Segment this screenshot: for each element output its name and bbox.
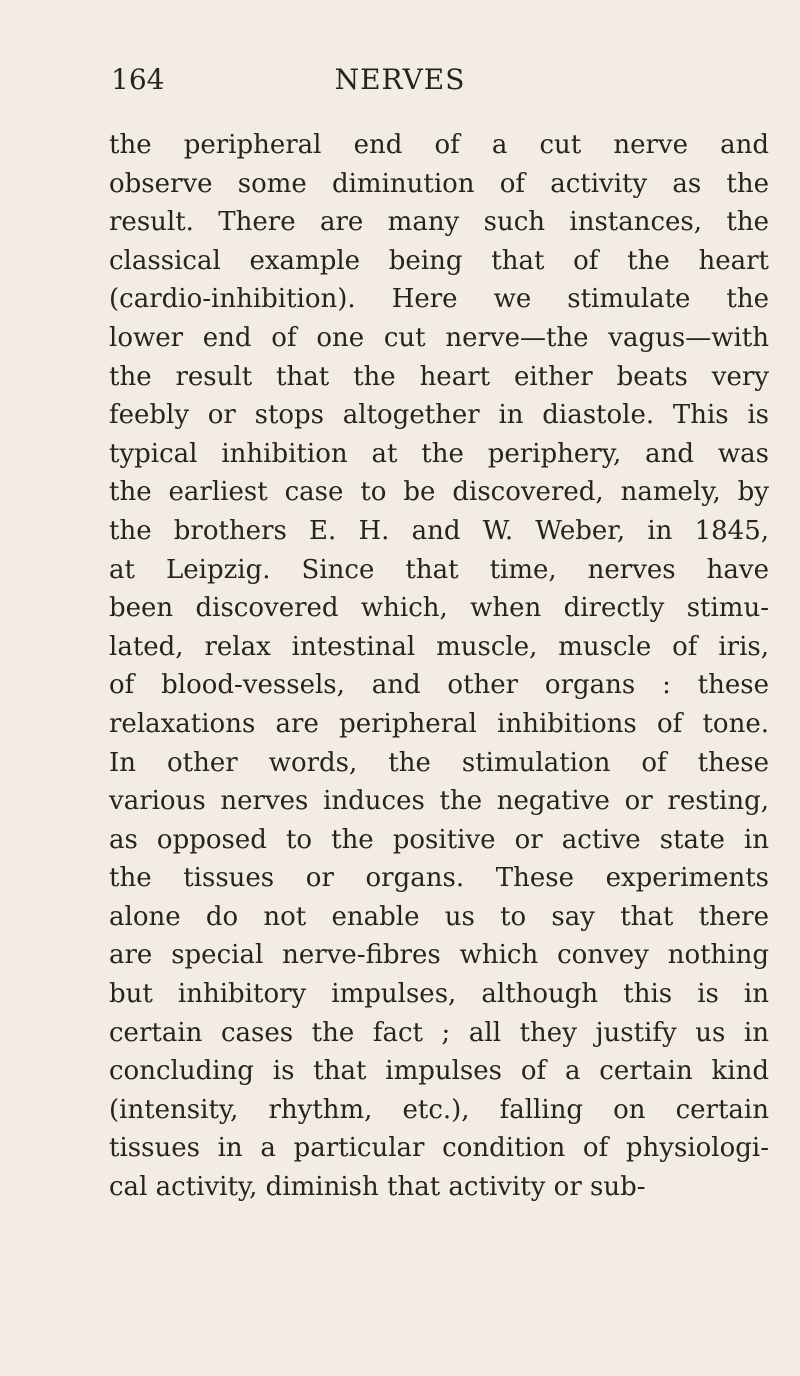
text-line: feebly or stops altogether in diastole. This is [109,400,769,431]
text-line: cal activity, diminish that activity or sub- [109,1172,646,1203]
text-line: (intensity, rhythm, etc.), falling on certain [109,1094,769,1125]
text-line: certain cases the fact ; all they justify us in [109,1017,769,1048]
text-line: relaxations are peripheral inhibitions of tone. [109,708,769,739]
text-line: the brothers E. H. and W. Weber, in 1845, [109,515,769,546]
text-line: are special nerve-fibres which convey nothing [109,940,769,971]
text-line: the peripheral end of a cut nerve and [109,130,769,160]
text-line: of blood-vessels, and other organs : these [109,670,769,701]
text-line: In other words, the stimulation of these [109,747,769,778]
text-line: tissues in a particular condition of physiologi- [109,1133,769,1164]
text-line: (cardio-inhibition). Here we stimulate the [109,284,769,315]
page-header [111,58,689,102]
text-line: various nerves induces the negative or resting, [109,786,769,817]
text-line: result. There are many such instances, the [109,207,769,238]
body-paragraph [109,126,769,1207]
text-line: the tissues or organs. These experiments [109,863,769,894]
text-line: lower end of one cut nerve—the vagus—with [109,322,769,353]
text-line: concluding is that impulses of a certain kind [109,1056,769,1087]
text-line: as opposed to the positive or active state in [109,824,769,855]
text-line: but inhibitory impulses, although this is in [109,979,769,1010]
running-title: NERVES [334,63,466,96]
text-line: lated, relax intestinal muscle, muscle of iris, [109,631,769,662]
page-number: 164 [111,63,165,96]
text-line: at Leipzig. Since that time, nerves have [109,554,769,585]
text-line: alone do not enable us to say that there [109,901,769,932]
text-line: typical inhibition at the periphery, and was [109,438,769,469]
text-line: classical example being that of the heart [109,245,769,276]
text-line: the earliest case to be discovered, namely, by [109,477,769,508]
text-line: observe some diminution of activity as the [109,168,769,199]
text-line: been discovered which, when directly stimu- [109,593,769,624]
text-line: the result that the heart either beats very [109,361,769,392]
